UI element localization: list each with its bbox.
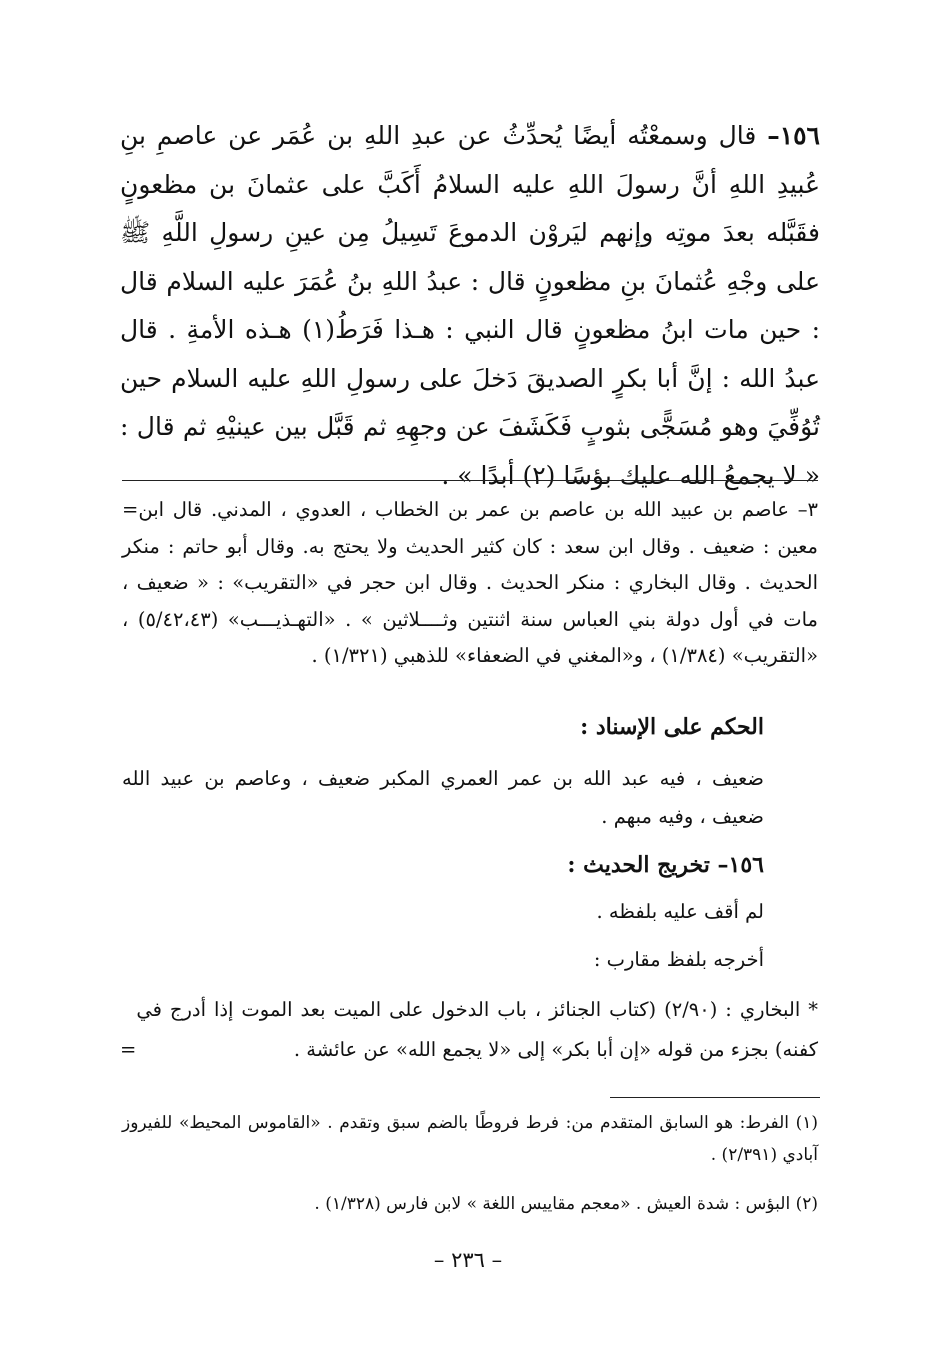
isnad-ruling-text: ضعيف ، فيه عبد الله بن عمر العمري المكبر ضعيف ، وعاصم بن عبيد الله ضعيف ، وفيه مبهم .: [122, 767, 764, 828]
footnote-2: (٢) البؤس : شدة العيش . «معجم مقاييس اللغة » لابن فارس (١/٣٢٨) .: [314, 1194, 818, 1214]
hadith-number: ١٥٦–: [767, 121, 820, 150]
takhrij-bukhari-text: * البخاري : (٢/٩٠) (كتاب الجنائز ، باب الدخول على الميت بعد الموت إذا أدرج في كفنه) بجزء من قوله «إن أبا بكر» إلى «لا يجمع الله» عن عائشة .: [136, 998, 818, 1061]
continuation-mark-top: =: [122, 498, 139, 521]
narrator-note: [122, 492, 818, 675]
takhrij-bukhari: [120, 990, 818, 1070]
commentary-separator: [122, 480, 818, 481]
hadith-body: قال وسمعْتُه أيضًا يُحدِّثُ عن عبدِ اللهِ بن عُمَر عن عاصمِ بنِ عُبيدِ اللهِ أنَّ رسولَ اللهِ عليه السلامُ أَكَبَّ على عثمانَ بن مظعونٍ فقَبَّله بعدَ موتِه وإنهم ليَروْن الدموعَ تَسِيلُ مِن عينِ رسولِ اللَّهِ ﷺ على وجْهِ عُثمانَ بنِ مظعونٍ قال : عبدُ اللهِ بنُ عُمَرَ عليه السلام قال : حين مات ابنُ مظعونٍ قال النبي : هـذا فَرَطُ(١) هـذه الأمةِ . قال عبدُ الله : إنَّ أبا بكرٍ الصديقَ دَخلَ على رسولِ اللهِ عليه السلام حين تُوُفِّيَ وهو مُسَجًّى بثوبٍ فَكَشَفَ عن وجهِهِ ثم قَبَّل بين عينيْهِ ثم قال : « لا يجمعُ الله عليك بؤسًا (٢) أبدًا » .: [120, 121, 820, 490]
isnad-ruling-heading: الحكم على الإسناد :: [580, 714, 764, 740]
takhrij-heading: ١٥٦– تخريج الحديث :: [567, 852, 764, 878]
narrator-note-text: ٣– عاصم بن عبيد الله بن عاصم بن عمر بن الخطاب ، العدوي ، المدني. قال ابن معين : ضعيف . وقال ابن سعد : كان كثير الحديث ولا يحتج به. وقال أبو حاتم : منكر الحديث . وقال البخاري : منكر الحديث . وقال ابن حجر في «التقريب» : « ضعيف ، مات في أول دولة بني العباس سنة اثنتين وثــــلاثين » . «التهـذيـــب» (٥/٤٢،٤٣) ، «التقريب» (١/٣٨٤) ، و«المغني في الضعفاء» للذهبي (١/٣٢١) .: [122, 498, 818, 667]
continuation-mark-bottom: =: [120, 1038, 137, 1061]
hadith-156-text: [120, 112, 820, 500]
footnote-separator: [610, 1097, 820, 1098]
takhrij-line-2: أخرجه بلفظ مقارب :: [593, 948, 764, 971]
takhrij-line-1: لم أقف عليه بلفظه .: [596, 900, 764, 923]
page-number: – ٢٣٦ –: [433, 1248, 503, 1272]
footnote-1: (١) الفرط: هو السابق المتقدم من: فرط فروطًا بالضم سبق وتقدم . «القاموس المحيط» للفيروز آبادي (٢/٣٩١) .: [122, 1113, 818, 1165]
